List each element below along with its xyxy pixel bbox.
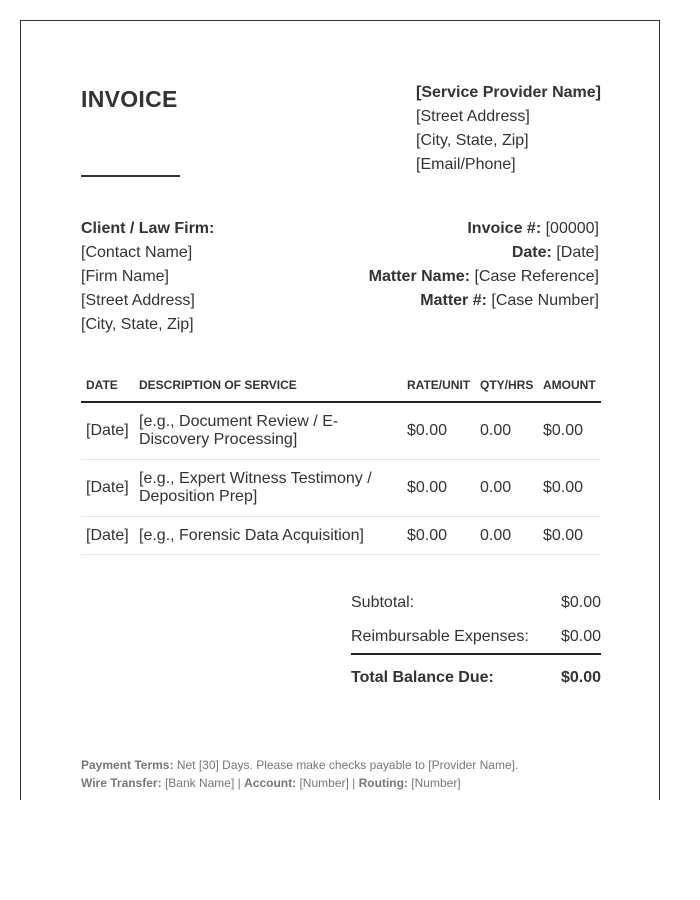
client-contact-name: [Contact Name] [81,244,193,261]
provider-name: [Service Provider Name] [416,84,601,101]
header-date: DATE [81,369,134,402]
expenses-value: $0.00 [560,628,601,645]
matter-name-line [369,265,599,289]
expenses-label: Reimbursable Expenses: [351,628,529,645]
client-firm-name: [Firm Name] [81,268,169,285]
total-label: Total Balance Due: [351,669,494,686]
matter-number-label: Matter #: [420,292,487,309]
subtotal-row [351,591,601,625]
invoice-number-value: [00000] [545,220,599,237]
table-row [81,402,601,460]
row-qty: 0.00 [475,460,538,517]
account-label: Account: [244,776,297,790]
row-description: [e.g., Forensic Data Acquisition] [134,517,402,555]
table-header-row [81,369,601,402]
header-description: DESCRIPTION OF SERVICE [134,369,402,402]
separator: | [352,776,356,790]
payment-terms-text: Net [30] Days. Please make checks payable to [Provider Name]. [176,758,519,772]
routing-value: [Number] [411,776,461,790]
row-date: [Date] [81,517,134,555]
title-underline [81,175,180,177]
matter-name-label: Matter Name: [368,268,471,285]
line-items [81,369,601,555]
row-description: [e.g., Document Review / E-Discovery Processing] [134,402,402,460]
wire-bank: [Bank Name] [164,776,235,790]
matter-name-value: [Case Reference] [474,268,599,285]
routing-label: Routing: [358,776,408,790]
table-row [81,460,601,517]
row-amount: $0.00 [538,402,601,460]
row-amount: $0.00 [538,460,601,517]
header-rate: RATE/UNIT [402,369,475,402]
row-date: [Date] [81,402,134,460]
provider-street: [Street Address] [416,108,530,125]
invoice-meta [369,217,599,313]
invoice-date-value: [Date] [556,244,599,261]
row-description: [e.g., Expert Witness Testimony / Deposition Prep] [134,460,402,517]
wire-transfer-label: Wire Transfer: [81,776,162,790]
table-row [81,517,601,555]
expenses-row [351,625,601,659]
provider-city: [City, State, Zip] [416,132,529,149]
provider-block [416,81,601,177]
wire-transfer-line [81,774,518,792]
payment-terms-line [81,756,518,774]
subtotal-value: $0.00 [560,594,601,611]
separator: | [237,776,241,790]
total-value: $0.00 [560,669,601,686]
invoice-number-line [369,217,599,241]
payment-terms [81,756,518,792]
header-amount: AMOUNT [538,369,601,402]
matter-number-value: [Case Number] [491,292,599,309]
account-value: [Number] [299,776,349,790]
row-rate: $0.00 [402,517,475,555]
invoice-page [20,20,660,800]
invoice-date-label: Date: [511,244,552,261]
row-qty: 0.00 [475,402,538,460]
payment-terms-label: Payment Terms: [81,758,174,772]
subtotal-label: Subtotal: [351,594,415,611]
header-qty: QTY/HRS [475,369,538,402]
line-items-table [81,369,601,555]
totals-block [351,591,601,689]
row-rate: $0.00 [402,402,475,460]
row-qty: 0.00 [475,517,538,555]
client-heading: Client / Law Firm: [81,220,215,237]
client-block [81,217,214,337]
provider-contact: [Email/Phone] [416,156,516,173]
total-balance-row [351,667,601,689]
invoice-date-line [369,241,599,265]
matter-number-line [369,289,599,313]
row-amount: $0.00 [538,517,601,555]
invoice-number-label: Invoice #: [467,220,542,237]
row-date: [Date] [81,460,134,517]
invoice-title: INVOICE [81,86,178,112]
row-rate: $0.00 [402,460,475,517]
client-city: [City, State, Zip] [81,316,194,333]
client-street: [Street Address] [81,292,195,309]
